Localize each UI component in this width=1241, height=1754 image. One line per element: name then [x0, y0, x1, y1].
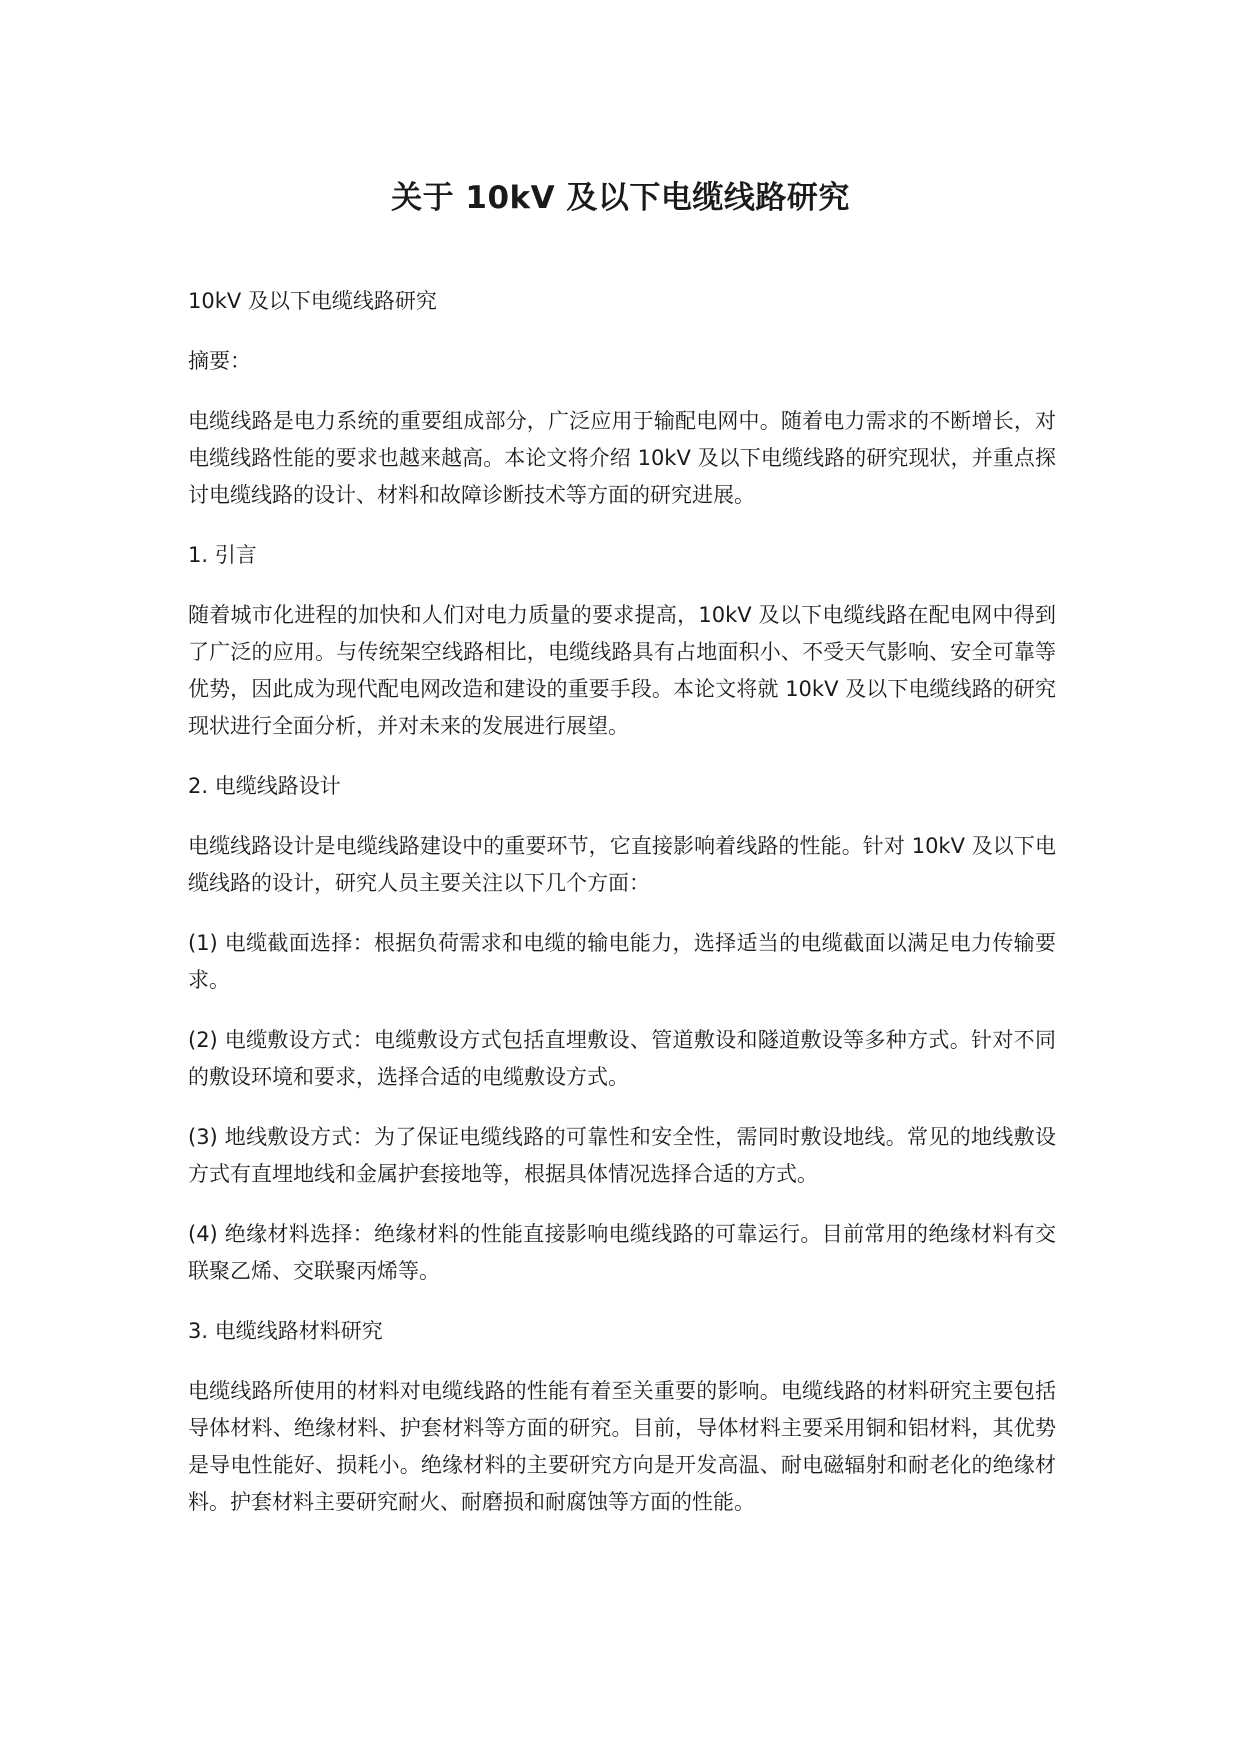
document-body	[188, 283, 1056, 1544]
design-item-laying-method: (2) 电缆敷设方式：电缆敷设方式包括直埋敷设、管道敷设和隧道敷设等多种方式。针对不同的敷设环境和要求，选择合适的电缆敷设方式。	[188, 1028, 1056, 1089]
design-item-cross-section: (1) 电缆截面选择：根据负荷需求和电缆的输电能力，选择适当的电缆截面以满足电力传输要求。	[188, 931, 1056, 992]
section-heading-materials: 3. 电缆线路材料研究	[188, 1319, 383, 1343]
section-heading-design: 2. 电缆线路设计	[188, 774, 341, 798]
document-title: 关于 10kV 及以下电缆线路研究	[391, 180, 850, 216]
materials-paragraph: 电缆线路所使用的材料对电缆线路的性能有着至关重要的影响。电缆线路的材料研究主要包括导体材料、绝缘材料、护套材料等方面的研究。目前，导体材料主要采用铜和铝材料，其优势是导电性能好、损耗小。绝缘材料的主要研究方向是开发高温、耐电磁辐射和耐老化的绝缘材料。护套材料主要研究耐火、耐磨损和耐腐蚀等方面的性能。	[188, 1379, 1056, 1514]
subtitle-paragraph: 10kV 及以下电缆线路研究	[188, 289, 437, 313]
abstract-paragraph: 电缆线路是电力系统的重要组成部分，广泛应用于输配电网中。随着电力需求的不断增长，对电缆线路性能的要求也越来越高。本论文将介绍 10kV 及以下电缆线路的研究现状，并重点探讨电缆线路的设计、材料和故障诊断技术等方面的研究进展。	[188, 409, 1056, 507]
design-item-insulation: (4) 绝缘材料选择：绝缘材料的性能直接影响电缆线路的可靠运行。目前常用的绝缘材料有交联聚乙烯、交联聚丙烯等。	[188, 1222, 1056, 1283]
design-item-ground-wire: (3) 地线敷设方式：为了保证电缆线路的可靠性和安全性，需同时敷设地线。常见的地线敷设方式有直埋地线和金属护套接地等，根据具体情况选择合适的方式。	[188, 1125, 1056, 1186]
design-intro-paragraph: 电缆线路设计是电缆线路建设中的重要环节，它直接影响着线路的性能。针对 10kV 及以下电缆线路的设计，研究人员主要关注以下几个方面：	[188, 834, 1056, 895]
introduction-paragraph: 随着城市化进程的加快和人们对电力质量的要求提高，10kV 及以下电缆线路在配电网中得到了广泛的应用。与传统架空线路相比，电缆线路具有占地面积小、不受天气影响、安全可靠等优势，因此成为现代配电网改造和建设的重要手段。本论文将就 10kV 及以下电缆线路的研究现状进行全面分析，并对未来的发展进行展望。	[188, 603, 1056, 738]
section-heading-introduction: 1. 引言	[188, 543, 257, 567]
abstract-heading: 摘要：	[188, 349, 251, 373]
